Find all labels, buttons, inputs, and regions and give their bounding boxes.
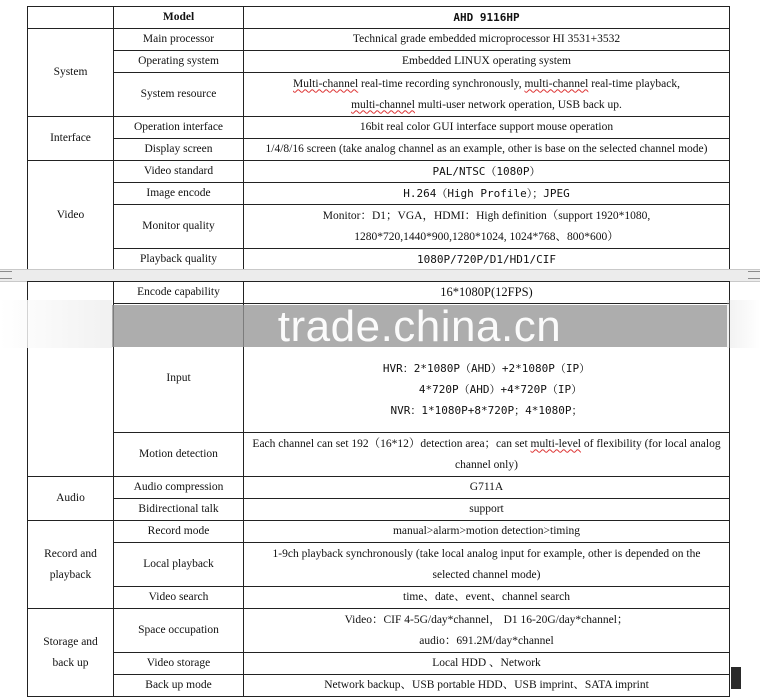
motion-detection-label: Motion detection	[114, 433, 244, 477]
text-span: Each channel can set 192（16*12）detection area；can set	[252, 437, 531, 450]
text-line: playback	[49, 568, 92, 581]
record-mode-label: Record mode	[114, 521, 244, 543]
text-line: back up	[52, 656, 89, 669]
text-line: Record and	[44, 547, 97, 560]
group-interface: Interface	[28, 117, 114, 161]
record-mode-value: manual>alarm>motion detection>timing	[244, 521, 730, 543]
text-span: of flexibility (for local analog	[581, 437, 721, 450]
operation-interface-value: 16bit real color GUI interface support mouse operation	[244, 117, 730, 139]
group-audio: Audio	[28, 477, 114, 521]
operating-system-label: Operating system	[114, 51, 244, 73]
playback-quality-value: 1080P/720P/D1/HD1/CIF	[244, 249, 730, 271]
main-processor-label: Main processor	[114, 29, 244, 51]
local-playback-label: Local playback	[114, 543, 244, 587]
group-system: System	[28, 29, 114, 117]
image-encode-value: H.264（High Profile）；JPEG	[244, 183, 730, 205]
encode-capability-label: Encode capability	[114, 282, 244, 304]
model-value: AHD 9116HP	[244, 7, 730, 29]
system-resource-label: System resource	[114, 73, 244, 117]
text-line: Video：CIF 4-5G/day*channel， D1 16-20G/day*channel；	[344, 613, 629, 626]
image-encode-label: Image encode	[114, 183, 244, 205]
text-span: real-time playback,	[588, 77, 680, 90]
space-occupation-label: Space occupation	[114, 609, 244, 653]
text-line: selected channel mode)	[432, 568, 541, 581]
text-line: 1280*720,1440*900,1280*1024, 1024*768、800*600）	[354, 230, 619, 243]
bidirectional-talk-label: Bidirectional talk	[114, 499, 244, 521]
text-line: channel only)	[455, 458, 518, 471]
watermark-text: trade.china.cn	[277, 302, 562, 351]
motion-detection-value	[244, 433, 730, 477]
watermark-fade-right	[727, 300, 760, 348]
space-occupation-value	[244, 609, 730, 653]
video-storage-label: Video storage	[114, 653, 244, 675]
spell-flag: multi-channel	[351, 98, 415, 111]
model-label: Model	[114, 7, 244, 29]
spec-table-page-1	[27, 6, 730, 271]
main-processor-value: Technical grade embedded microprocessor HI 3531+3532	[244, 29, 730, 51]
local-playback-value	[244, 543, 730, 587]
group-record-playback	[28, 521, 114, 609]
monitor-quality-label: Monitor quality	[114, 205, 244, 249]
group-storage-backup	[28, 609, 114, 697]
corner-cell	[28, 7, 114, 29]
video-search-label: Video search	[114, 587, 244, 609]
video-search-value: time、date、event、channel search	[244, 587, 730, 609]
text-line: HVR：2*1080P（AHD）+2*1080P（IP）	[382, 362, 591, 375]
text-line: NVR：1*1080P+8*720P；4*1080P；	[390, 404, 583, 417]
encode-capability-value: 16*1080P(12FPS)	[244, 282, 730, 304]
bidirectional-talk-value: support	[244, 499, 730, 521]
video-standard-label: Video standard	[114, 161, 244, 183]
video-storage-value: Local HDD 、Network	[244, 653, 730, 675]
group-video: Video	[28, 161, 114, 271]
spell-flag: multi-channel	[524, 77, 589, 90]
operation-interface-label: Operation interface	[114, 117, 244, 139]
text-span: real-time recording synchronously,	[358, 77, 525, 90]
display-screen-value: 1/4/8/16 screen (take analog channel as an example, other is base on the selected channel mode)	[244, 139, 730, 161]
text-line: Monitor：D1；VGA，HDMI：High definition（support 1920*1080,	[322, 209, 651, 222]
backup-mode-value: Network backup、USB portable HDD、USB imprint、SATA imprint	[244, 675, 730, 697]
audio-compression-label: Audio compression	[114, 477, 244, 499]
playback-quality-label: Playback quality	[114, 249, 244, 271]
text-line: Storage and	[43, 635, 98, 648]
audio-compression-value: G711A	[244, 477, 730, 499]
scroll-handle-icon[interactable]	[731, 667, 741, 689]
watermark-fade-left	[0, 300, 112, 348]
text-span: multi-user network operation, USB back up.	[414, 98, 622, 111]
system-resource-value	[244, 73, 730, 117]
video-standard-value: PAL/NTSC（1080P）	[244, 161, 730, 183]
text-line: 4*720P（AHD）+4*720P（IP）	[418, 383, 583, 396]
table-row	[28, 7, 730, 29]
display-screen-label: Display screen	[114, 139, 244, 161]
page-marker-left	[0, 271, 12, 279]
spell-flag: multi-level	[530, 437, 582, 450]
text-line: 1-9ch playback synchronously (take local analog input for example, other is depended on the	[272, 547, 701, 560]
backup-mode-label: Back up mode	[114, 675, 244, 697]
text-line: audio：691.2M/day*channel	[419, 634, 554, 647]
monitor-quality-value	[244, 205, 730, 249]
operating-system-value: Embedded LINUX operating system	[244, 51, 730, 73]
page-marker-right	[748, 271, 760, 279]
spell-flag: Multi-channel	[293, 77, 359, 90]
input-label: Input	[114, 304, 244, 433]
